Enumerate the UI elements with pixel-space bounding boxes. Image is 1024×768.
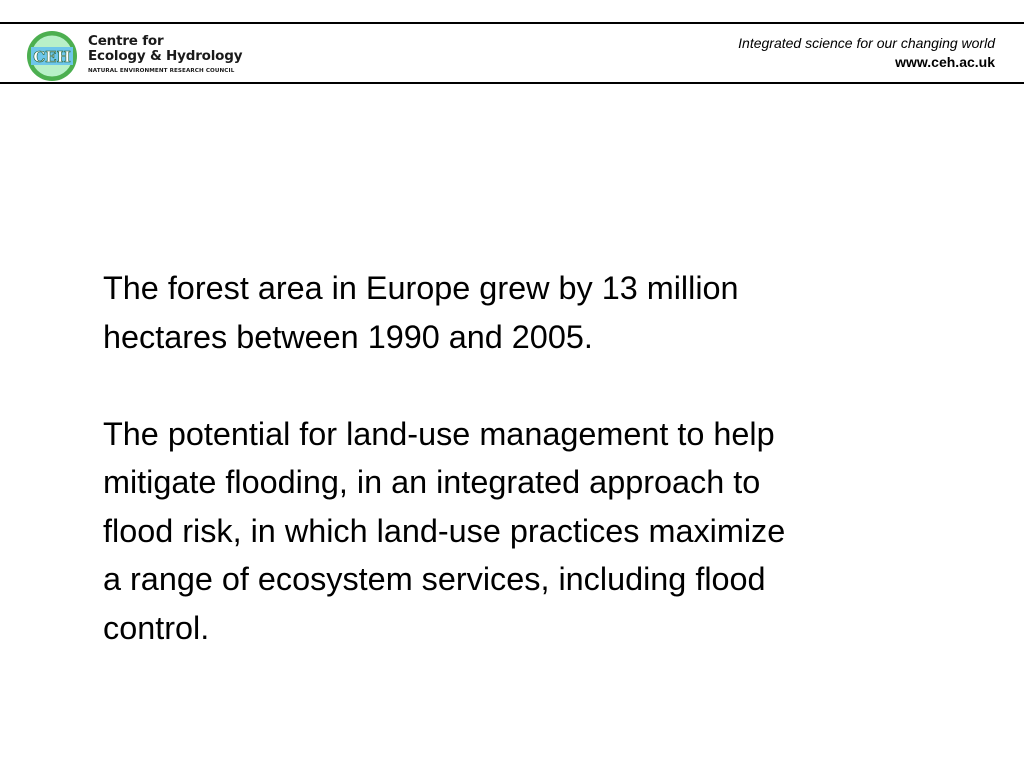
logo-wordmark bbox=[88, 34, 268, 75]
website-link[interactable]: www.ceh.ac.uk bbox=[895, 54, 995, 70]
ceh-emblem-text: CEH bbox=[33, 48, 71, 66]
body-paragraph-1: The forest area in Europe grew by 13 million hectares between 1990 and 2005. bbox=[103, 270, 739, 355]
tagline-text: Integrated science for our changing world bbox=[738, 35, 995, 51]
ceh-emblem-icon bbox=[26, 30, 78, 82]
body-paragraph-2: The potential for land-use management to help mitigate flooding, in an integrated approach to flood risk, in which land-use practices maximize a range of ecosystem services, including flood control. bbox=[103, 415, 786, 646]
logo-subtitle: NATURAL ENVIRONMENT RESEARCH COUNCIL bbox=[88, 68, 235, 74]
ceh-logo bbox=[26, 30, 266, 82]
logo-name-line1: Centre for bbox=[88, 33, 164, 49]
header-tagline bbox=[738, 34, 995, 72]
slide-body bbox=[103, 264, 983, 652]
logo-name-line2: Ecology & Hydrology bbox=[88, 48, 243, 64]
header-bar bbox=[0, 22, 1024, 84]
